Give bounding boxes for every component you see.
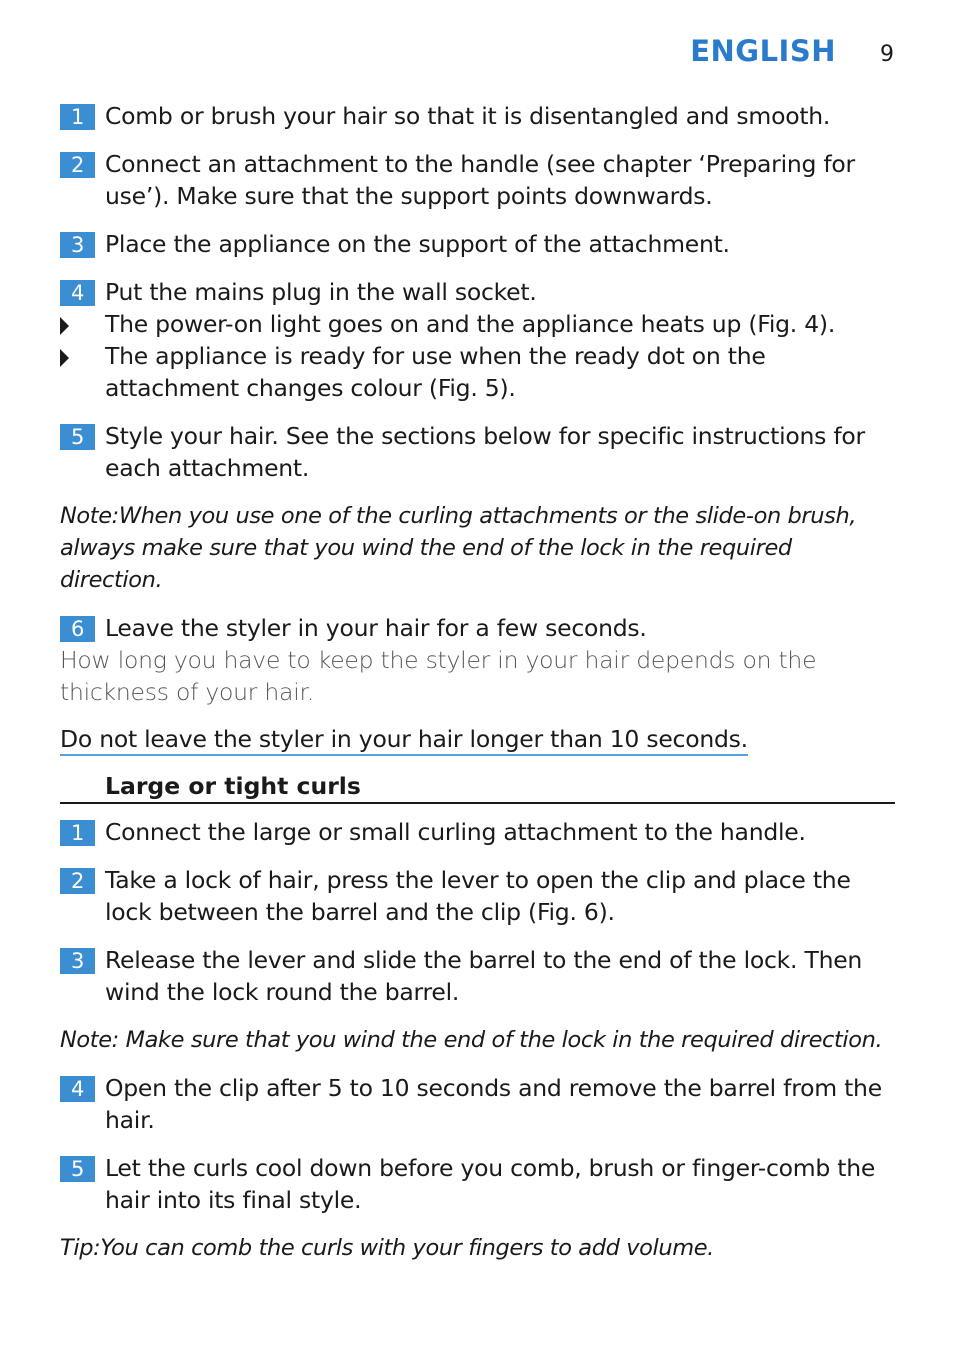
step-text: Place the appliance on the support of the attachment. [105, 230, 730, 258]
curl-step-5 [60, 1152, 895, 1216]
step-text: Put the mains plug in the wall socket. [105, 278, 537, 306]
note-text: Note:When you use one of the curling attachments or the slide-on brush, always make sure that you wind the end of the lock in the required direction. [60, 503, 857, 593]
curl-step-3 [60, 944, 895, 1008]
curl-step-2 [60, 864, 895, 928]
step-text: Leave the styler in your hair for a few seconds. [105, 614, 647, 642]
bullet-text: The appliance is ready for use when the ready dot on the attachment changes colour (Fig. 5). [105, 342, 766, 402]
step-1 [60, 100, 895, 132]
bullet-triangle-icon [60, 349, 69, 367]
step-text: Comb or brush your hair so that it is disentangled and smooth. [105, 102, 831, 130]
step-2 [60, 148, 895, 212]
step-number-badge: 1 [60, 820, 95, 846]
step-number-badge: 3 [60, 232, 95, 258]
step-number-badge: 2 [60, 152, 95, 178]
step-number-badge: 4 [60, 280, 95, 306]
curl-step-4 [60, 1072, 895, 1136]
step-text: Style your hair. See the sections below for specific instructions for each attachment. [105, 422, 865, 482]
step-text: Take a lock of hair, press the lever to open the clip and place the lock between the barrel and the clip (Fig. 6). [105, 866, 851, 926]
page-header [690, 34, 894, 68]
page-content [60, 100, 895, 1280]
tip-text: Tip:You can comb the curls with your fingers to add volume. [60, 1235, 714, 1261]
step-text: Let the curls cool down before you comb, brush or finger-comb the hair into its final style. [105, 1154, 876, 1214]
step-number-badge: 5 [60, 424, 95, 450]
warning-text: Do not leave the styler in your hair longer than 10 seconds. [60, 724, 748, 756]
curl-step-1 [60, 816, 895, 848]
step-number-badge: 6 [60, 616, 95, 642]
step-text: Release the lever and slide the barrel to the end of the lock. Then wind the lock round the barrel. [105, 946, 863, 1006]
language-label: ENGLISH [690, 34, 836, 68]
step-number-badge: 4 [60, 1076, 95, 1102]
step-text: Open the clip after 5 to 10 seconds and remove the barrel from the hair. [105, 1074, 882, 1134]
step-text: Connect the large or small curling attachment to the handle. [105, 818, 806, 846]
bullet-item [60, 308, 895, 340]
page-number: 9 [880, 42, 894, 67]
step-4 [60, 276, 895, 308]
bullet-text: The power-on light goes on and the appliance heats up (Fig. 4). [105, 310, 836, 338]
step-text: Connect an attachment to the handle (see chapter ‘Preparing for use’). Make sure that the support points downwards. [105, 150, 855, 210]
step-number-badge: 3 [60, 948, 95, 974]
step-number-badge: 2 [60, 868, 95, 894]
step-3 [60, 228, 895, 260]
section-heading: Large or tight curls [60, 770, 895, 804]
step-6 [60, 612, 895, 644]
step-6-detail: How long you have to keep the styler in your hair depends on the thickness of your hair. [60, 646, 817, 706]
step-5 [60, 420, 895, 484]
note-text: Note: Make sure that you wind the end of the lock in the required direction. [60, 1027, 883, 1053]
step-number-badge: 5 [60, 1156, 95, 1182]
step-number-badge: 1 [60, 104, 95, 130]
bullet-item [60, 340, 895, 404]
bullet-triangle-icon [60, 317, 69, 335]
